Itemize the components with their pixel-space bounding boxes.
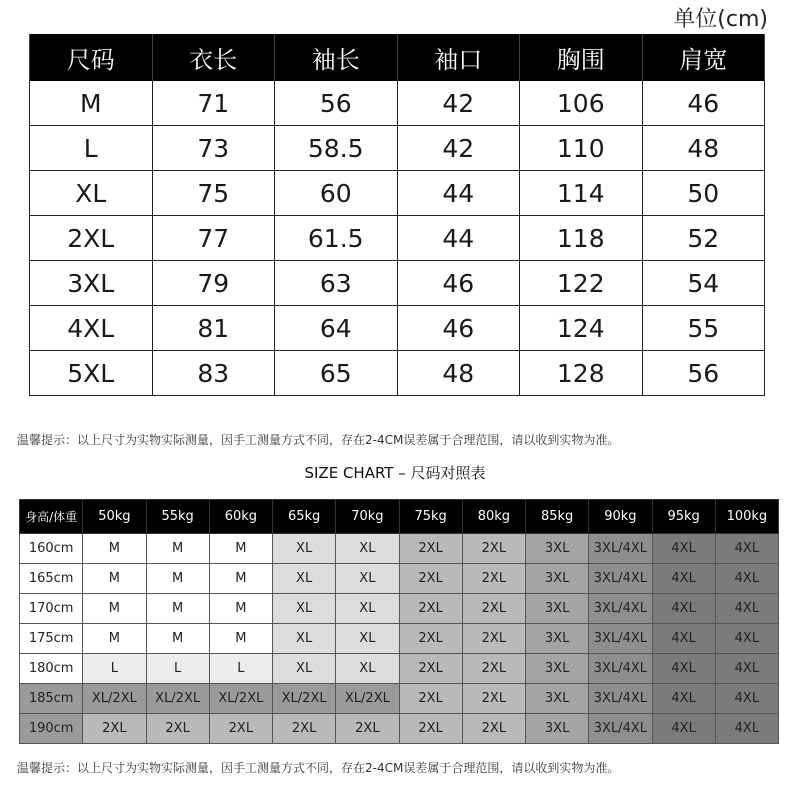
header-chest: 胸围 [520,34,643,81]
measurement-cell: 46 [642,81,765,126]
size-cell: M [209,564,272,594]
size-chart-header-row [20,500,779,534]
size-cell: XL [336,654,399,684]
measurement-cell: 71 [152,81,275,126]
size-chart-row [20,564,779,594]
size-cell: M [83,534,146,564]
notice-bottom: 温馨提示：以上尺寸为实物实际测量，因手工测量方式不同，存在2-4CM误差属于合理范围，请以收到实物为准。 [17,761,620,775]
size-cell: 3XL [526,534,589,564]
size-cell: 4XL [652,564,715,594]
header-weight: 100kg [715,500,778,534]
height-cell: 160cm [20,534,83,564]
size-cell: 4XL [652,594,715,624]
header-weight: 55kg [146,500,209,534]
measurement-cell: 60 [275,171,398,216]
measurement-cell: 118 [520,216,643,261]
measurement-cell: 128 [520,351,643,396]
size-cell: 4XL [715,714,778,744]
measurement-row [30,81,765,126]
header-length: 衣长 [152,34,275,81]
size-cell: 2XL [399,684,462,714]
measurement-cell: 122 [520,261,643,306]
size-label-cell: XL [30,171,153,216]
size-cell: XL [336,594,399,624]
size-cell: 3XL/4XL [589,594,652,624]
size-cell: XL/2XL [273,684,336,714]
measurement-cell: 46 [397,306,520,351]
size-cell: 2XL [273,714,336,744]
size-chart-row [20,594,779,624]
size-cell: XL [336,534,399,564]
size-cell: 4XL [715,564,778,594]
size-cell: 3XL [526,684,589,714]
size-cell: 4XL [652,714,715,744]
height-cell: 190cm [20,714,83,744]
size-cell: 3XL/4XL [589,684,652,714]
measurement-cell: 50 [642,171,765,216]
size-cell: 2XL [83,714,146,744]
measurement-cell: 73 [152,126,275,171]
measurement-row [30,306,765,351]
size-cell: 2XL [462,594,525,624]
size-chart-row [20,654,779,684]
size-chart-body [20,534,779,744]
measurement-cell: 48 [397,351,520,396]
size-cell: 2XL [399,534,462,564]
size-cell: 4XL [652,654,715,684]
header-weight: 60kg [209,500,272,534]
size-cell: XL [273,624,336,654]
size-cell: 3XL/4XL [589,714,652,744]
measurement-cell: 106 [520,81,643,126]
measurement-cell: 44 [397,216,520,261]
size-cell: XL [273,564,336,594]
header-shoulder: 肩宽 [642,34,765,81]
size-cell: 2XL [462,684,525,714]
size-cell: L [209,654,272,684]
measurement-cell: 56 [275,81,398,126]
measurement-cell: 52 [642,216,765,261]
size-cell: 4XL [715,534,778,564]
measurement-cell: 44 [397,171,520,216]
size-chart-title: SIZE CHART – 尺码对照表 [304,464,486,482]
size-cell: XL/2XL [146,684,209,714]
notice-top: 温馨提示：以上尺寸为实物实际测量，因手工测量方式不同，存在2-4CM误差属于合理范围，请以收到实物为准。 [17,433,620,447]
size-cell: 2XL [462,714,525,744]
measurement-cell: 46 [397,261,520,306]
size-cell: 2XL [462,624,525,654]
size-cell: M [209,534,272,564]
size-label-cell: M [30,81,153,126]
header-weight: 50kg [83,500,146,534]
size-cell: 3XL/4XL [589,624,652,654]
size-cell: 3XL/4XL [589,654,652,684]
measurement-cell: 48 [642,126,765,171]
header-weight: 90kg [589,500,652,534]
size-cell: XL/2XL [336,684,399,714]
measurement-cell: 79 [152,261,275,306]
height-cell: 165cm [20,564,83,594]
size-label-cell: 2XL [30,216,153,261]
measurement-row [30,261,765,306]
size-cell: 4XL [652,624,715,654]
measurement-cell: 110 [520,126,643,171]
size-label-cell: 5XL [30,351,153,396]
size-cell: M [146,564,209,594]
size-cell: M [146,624,209,654]
measurement-cell: 75 [152,171,275,216]
size-chart-table [19,499,779,744]
height-cell: 170cm [20,594,83,624]
size-cell: XL/2XL [209,684,272,714]
measurement-cell: 54 [642,261,765,306]
size-cell: 3XL/4XL [589,564,652,594]
size-cell: 3XL [526,564,589,594]
size-cell: 2XL [462,654,525,684]
size-cell: 4XL [652,684,715,714]
height-cell: 180cm [20,654,83,684]
header-weight: 80kg [462,500,525,534]
size-label-cell: 3XL [30,261,153,306]
size-cell: XL [336,624,399,654]
header-weight: 65kg [273,500,336,534]
size-chart-row [20,534,779,564]
size-cell: 2XL [336,714,399,744]
header-size: 尺码 [30,34,153,81]
size-cell: 2XL [399,624,462,654]
size-cell: 2XL [399,594,462,624]
size-cell: 3XL/4XL [589,534,652,564]
header-sleeve: 袖长 [275,34,398,81]
size-cell: 4XL [715,684,778,714]
size-cell: M [83,624,146,654]
measurement-row [30,171,765,216]
measurement-cell: 63 [275,261,398,306]
header-weight: 75kg [399,500,462,534]
measurement-cell: 58.5 [275,126,398,171]
measurement-cell: 55 [642,306,765,351]
measurement-cell: 83 [152,351,275,396]
height-cell: 175cm [20,624,83,654]
header-weight: 95kg [652,500,715,534]
size-cell: M [83,594,146,624]
size-label-cell: 4XL [30,306,153,351]
size-cell: XL [336,564,399,594]
size-cell: 2XL [399,654,462,684]
height-cell: 185cm [20,684,83,714]
size-cell: 4XL [715,624,778,654]
measurement-cell: 64 [275,306,398,351]
size-cell: 4XL [715,594,778,624]
size-label-cell: L [30,126,153,171]
measurement-cell: 61.5 [275,216,398,261]
size-cell: 2XL [462,564,525,594]
size-cell: XL [273,594,336,624]
measurement-table [29,34,765,396]
size-chart-row [20,684,779,714]
size-cell: 2XL [209,714,272,744]
measurement-row [30,351,765,396]
measurement-body [30,81,765,396]
header-weight: 70kg [336,500,399,534]
measurement-header-row [30,34,765,81]
size-cell: M [146,534,209,564]
size-cell: M [209,594,272,624]
size-cell: 3XL [526,594,589,624]
header-cuff: 袖口 [397,34,520,81]
measurement-cell: 114 [520,171,643,216]
size-cell: XL [273,654,336,684]
size-cell: M [146,594,209,624]
unit-label: 单位(cm) [673,7,768,32]
measurement-cell: 124 [520,306,643,351]
measurement-cell: 81 [152,306,275,351]
size-cell: L [146,654,209,684]
size-cell: L [83,654,146,684]
header-height-weight: 身高/体重 [20,500,83,534]
measurement-cell: 77 [152,216,275,261]
size-cell: 4XL [652,534,715,564]
size-cell: 4XL [715,654,778,684]
measurement-cell: 65 [275,351,398,396]
size-cell: 3XL [526,714,589,744]
size-cell: M [209,624,272,654]
size-cell: 3XL [526,654,589,684]
size-chart-row [20,624,779,654]
measurement-row [30,126,765,171]
size-cell: XL [273,534,336,564]
measurement-row [30,216,765,261]
header-weight: 85kg [526,500,589,534]
size-cell: M [83,564,146,594]
size-cell: 2XL [399,714,462,744]
measurement-cell: 42 [397,81,520,126]
measurement-cell: 42 [397,126,520,171]
size-cell: 2XL [399,564,462,594]
size-cell: 2XL [462,534,525,564]
measurement-cell: 56 [642,351,765,396]
size-cell: XL/2XL [83,684,146,714]
size-cell: 3XL [526,624,589,654]
size-cell: 2XL [146,714,209,744]
size-chart-row [20,714,779,744]
